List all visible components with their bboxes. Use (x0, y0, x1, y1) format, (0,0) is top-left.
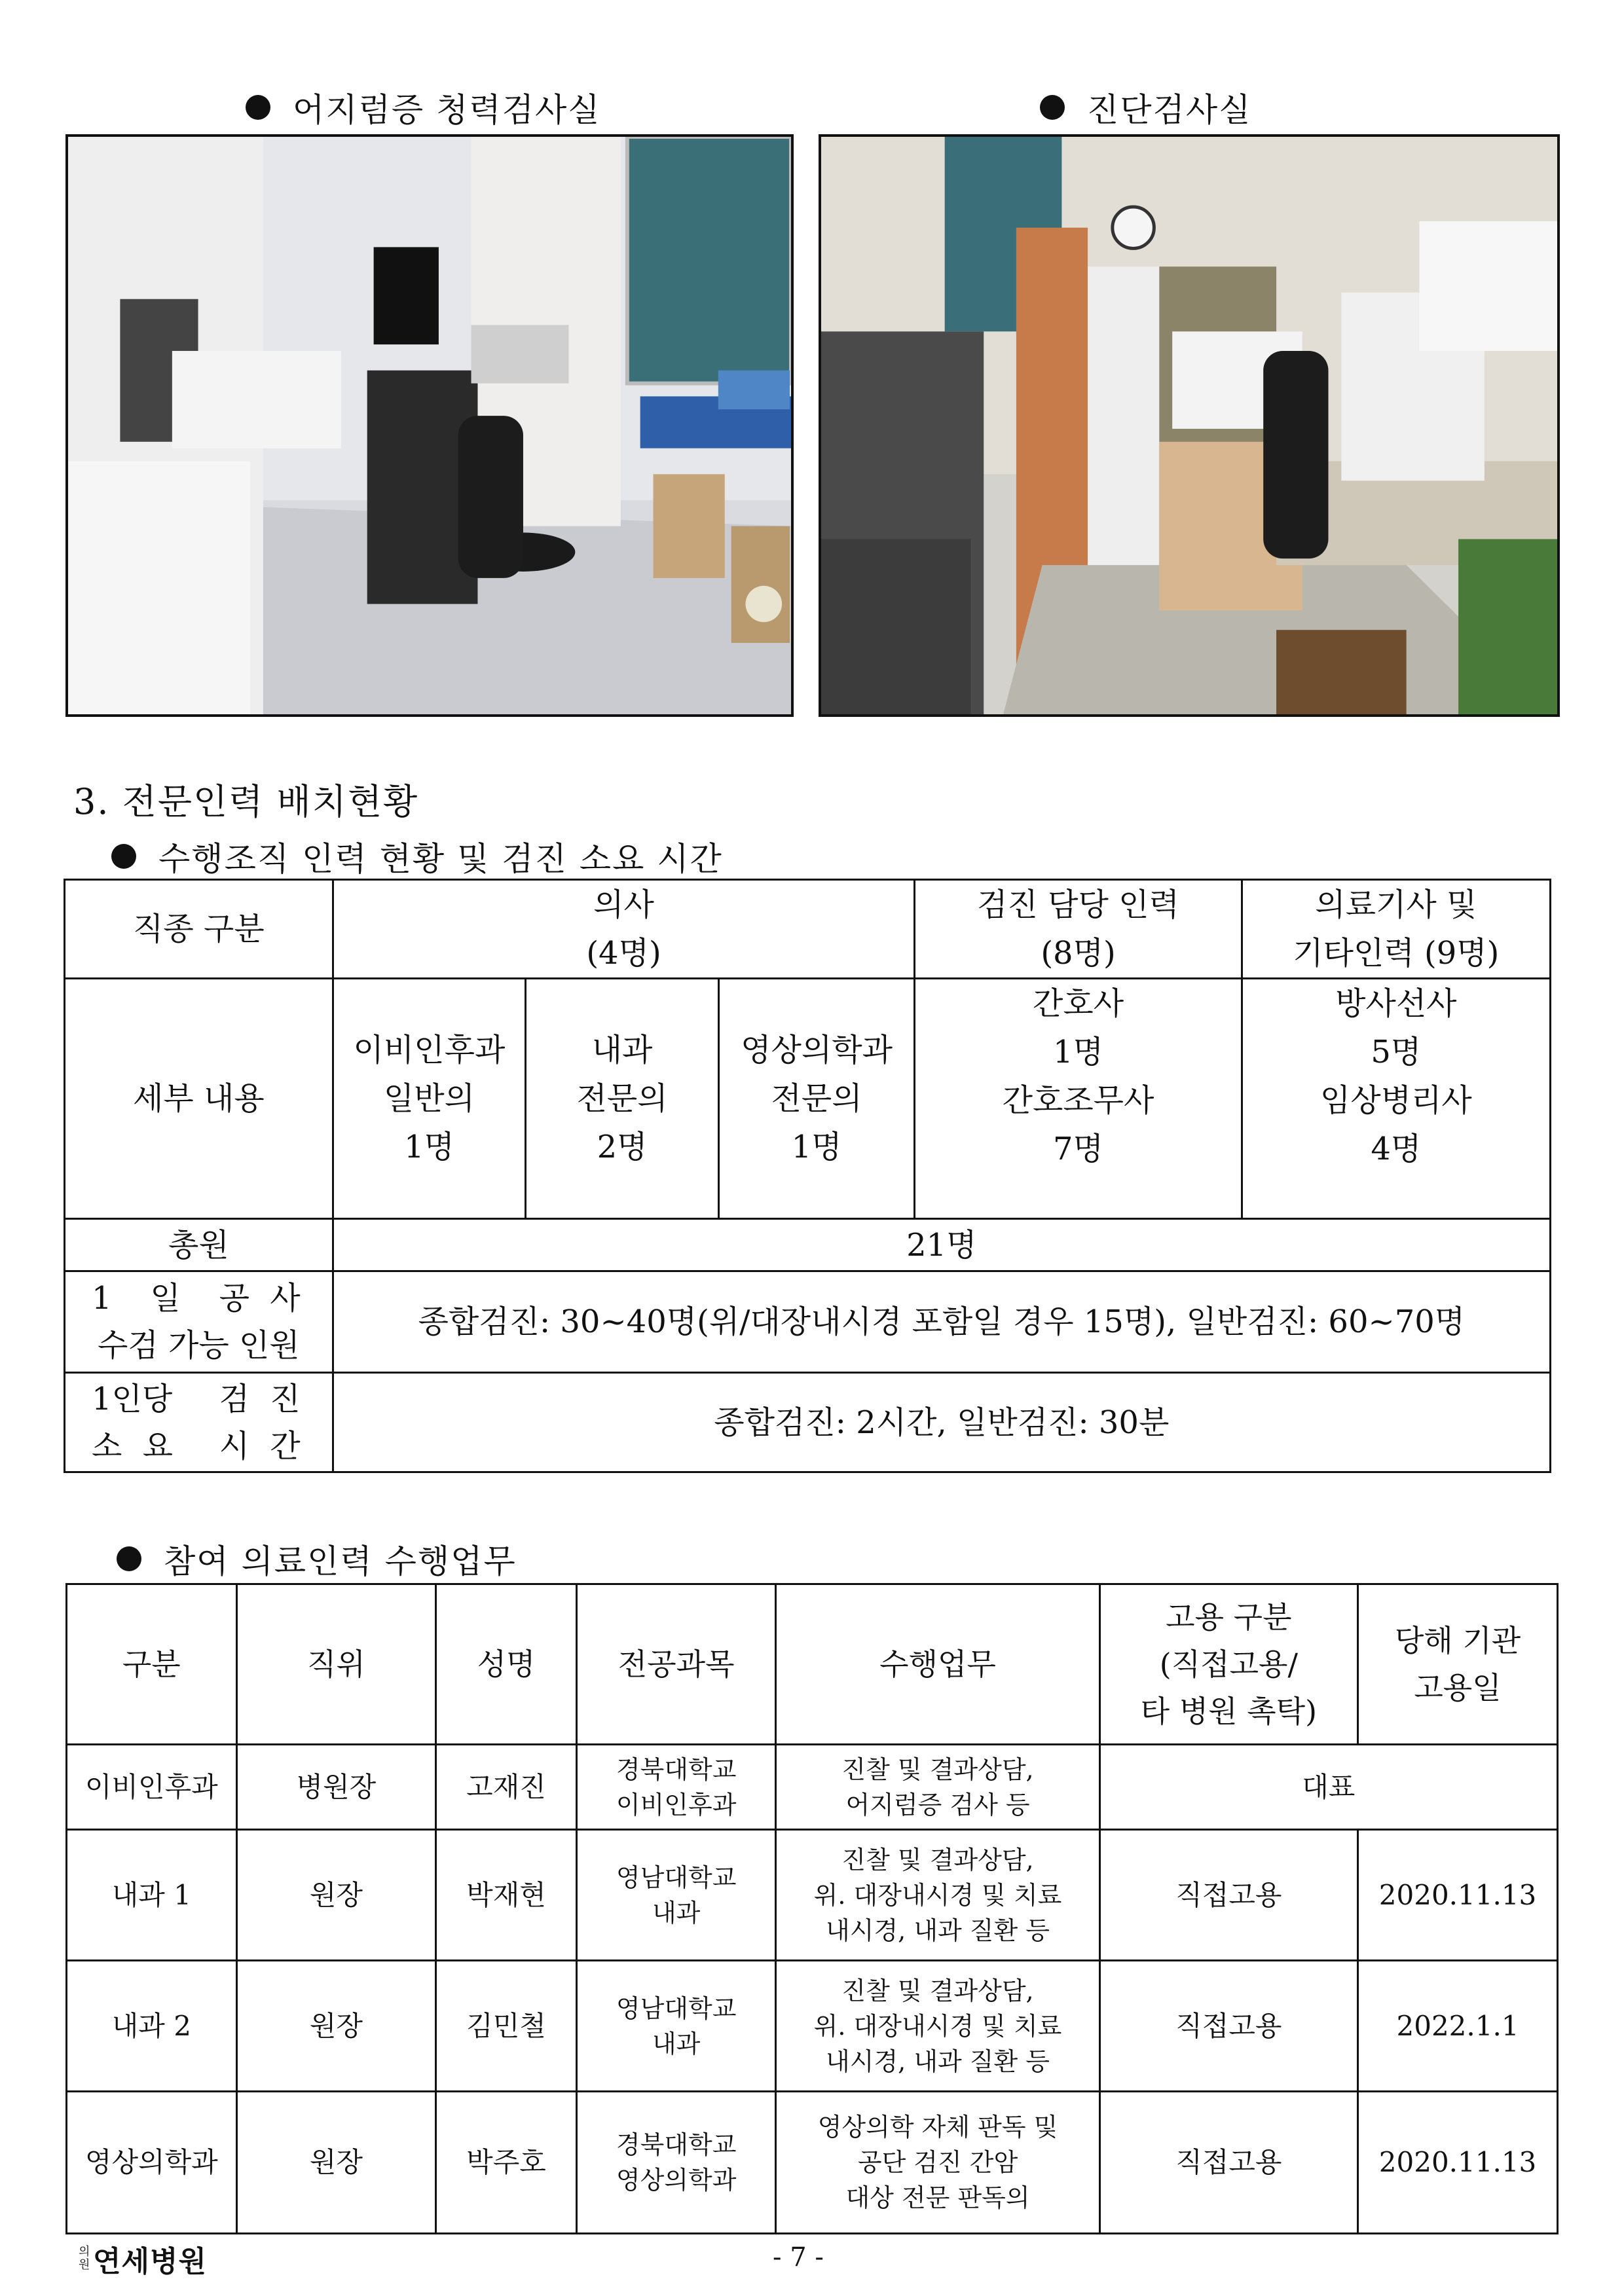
bullet-icon (117, 1546, 141, 1571)
exam-time-value: 종합검진: 2시간, 일반검진: 30분 (333, 1373, 1550, 1472)
detail-doctor-internal: 내과 전문의 2명 (526, 979, 719, 1219)
header-exam-staff: 검진 담당 인력 (8명) (915, 880, 1242, 979)
bullet-icon (111, 844, 136, 869)
header-doctor: 의사 (4명) (333, 880, 915, 979)
header-major: 전공과목 (576, 1584, 776, 1745)
detail-tech-staff: 방사선사 5명 임상병리사 4명 (1242, 979, 1550, 1219)
table-row: 내과 2 원장 김민철 영남대학교 내과 진찰 및 결과상담, 위. 대장내시경 및 치료 내시경, 내과 질환 등 직접고용 2022.1.1 (67, 1961, 1558, 2092)
detail-doctor-ent: 이비인후과 일반의 1명 (333, 979, 526, 1219)
header-name: 성명 (436, 1584, 577, 1745)
header-position: 직위 (236, 1584, 436, 1745)
detail-doctor-radiology: 영상의학과 전문의 1명 (718, 979, 915, 1219)
bullet-icon (1040, 95, 1065, 120)
photo-hearing-test-room (65, 134, 794, 717)
header-hire-date: 당해 기관 고용일 (1358, 1584, 1558, 1745)
daily-capacity-value: 종합검진: 30~40명(위/대장내시경 포함일 경우 15명), 일반검진: 60~70명 (333, 1271, 1550, 1373)
logo-small-text: 의원 (79, 2245, 90, 2272)
daily-capacity-label: 1 일 공 사 수검 가능 인원 (65, 1271, 333, 1373)
table-row: 이비인후과 병원장 고재진 경북대학교 이비인후과 진찰 및 결과상담, 어지럼증 검사 등 대표 (67, 1745, 1558, 1830)
duty-table (65, 1583, 1559, 2234)
staff-table (64, 879, 1551, 1473)
section-heading: 3. 전문인력 배치현황 (73, 781, 419, 822)
header-tech-staff: 의료기사 및 기타인력 (9명) (1242, 880, 1550, 979)
detail-label: 세부 내용 (65, 979, 333, 1219)
table-row: 내과 1 원장 박재현 영남대학교 내과 진찰 및 결과상담, 위. 대장내시경 및 치료 내시경, 내과 질환 등 직접고용 2020.11.13 (67, 1830, 1558, 1961)
bullet-icon (246, 95, 270, 120)
table-row: 영상의학과 원장 박주호 경북대학교 영상의학과 영상의학 자체 판독 및 공단 검진 간암 대상 전문 판독의 직접고용 2020.11.13 (67, 2092, 1558, 2234)
page-number: - 7 - (773, 2242, 824, 2272)
detail-exam-staff: 간호사 1명 간호조무사 7명 (915, 979, 1242, 1219)
exam-time-label: 1인당 검 진 소 요 시 간 (65, 1373, 333, 1472)
header-job-type: 직종 구분 (65, 880, 333, 979)
logo-text: 연세병원 (93, 2245, 208, 2278)
subheading-duty: 참여 의료인력 수행업무 (117, 1535, 517, 1582)
header-dept: 구분 (67, 1584, 237, 1745)
photo-caption-left: 어지럼증 청력검사실 (246, 84, 601, 131)
total-value: 21명 (333, 1219, 1550, 1271)
photo-diagnostic-lab (819, 134, 1560, 717)
total-label: 총원 (65, 1219, 333, 1271)
footer-logo (79, 2238, 207, 2280)
subheading-staff: 수행조직 인력 현황 및 검진 소요 시간 (111, 833, 723, 880)
header-employment-type: 고용 구분 (직접고용/ 타 병원 촉탁) (1099, 1584, 1357, 1745)
header-duty: 수행업무 (776, 1584, 1099, 1745)
photo-caption-right: 진단검사실 (1040, 84, 1252, 131)
